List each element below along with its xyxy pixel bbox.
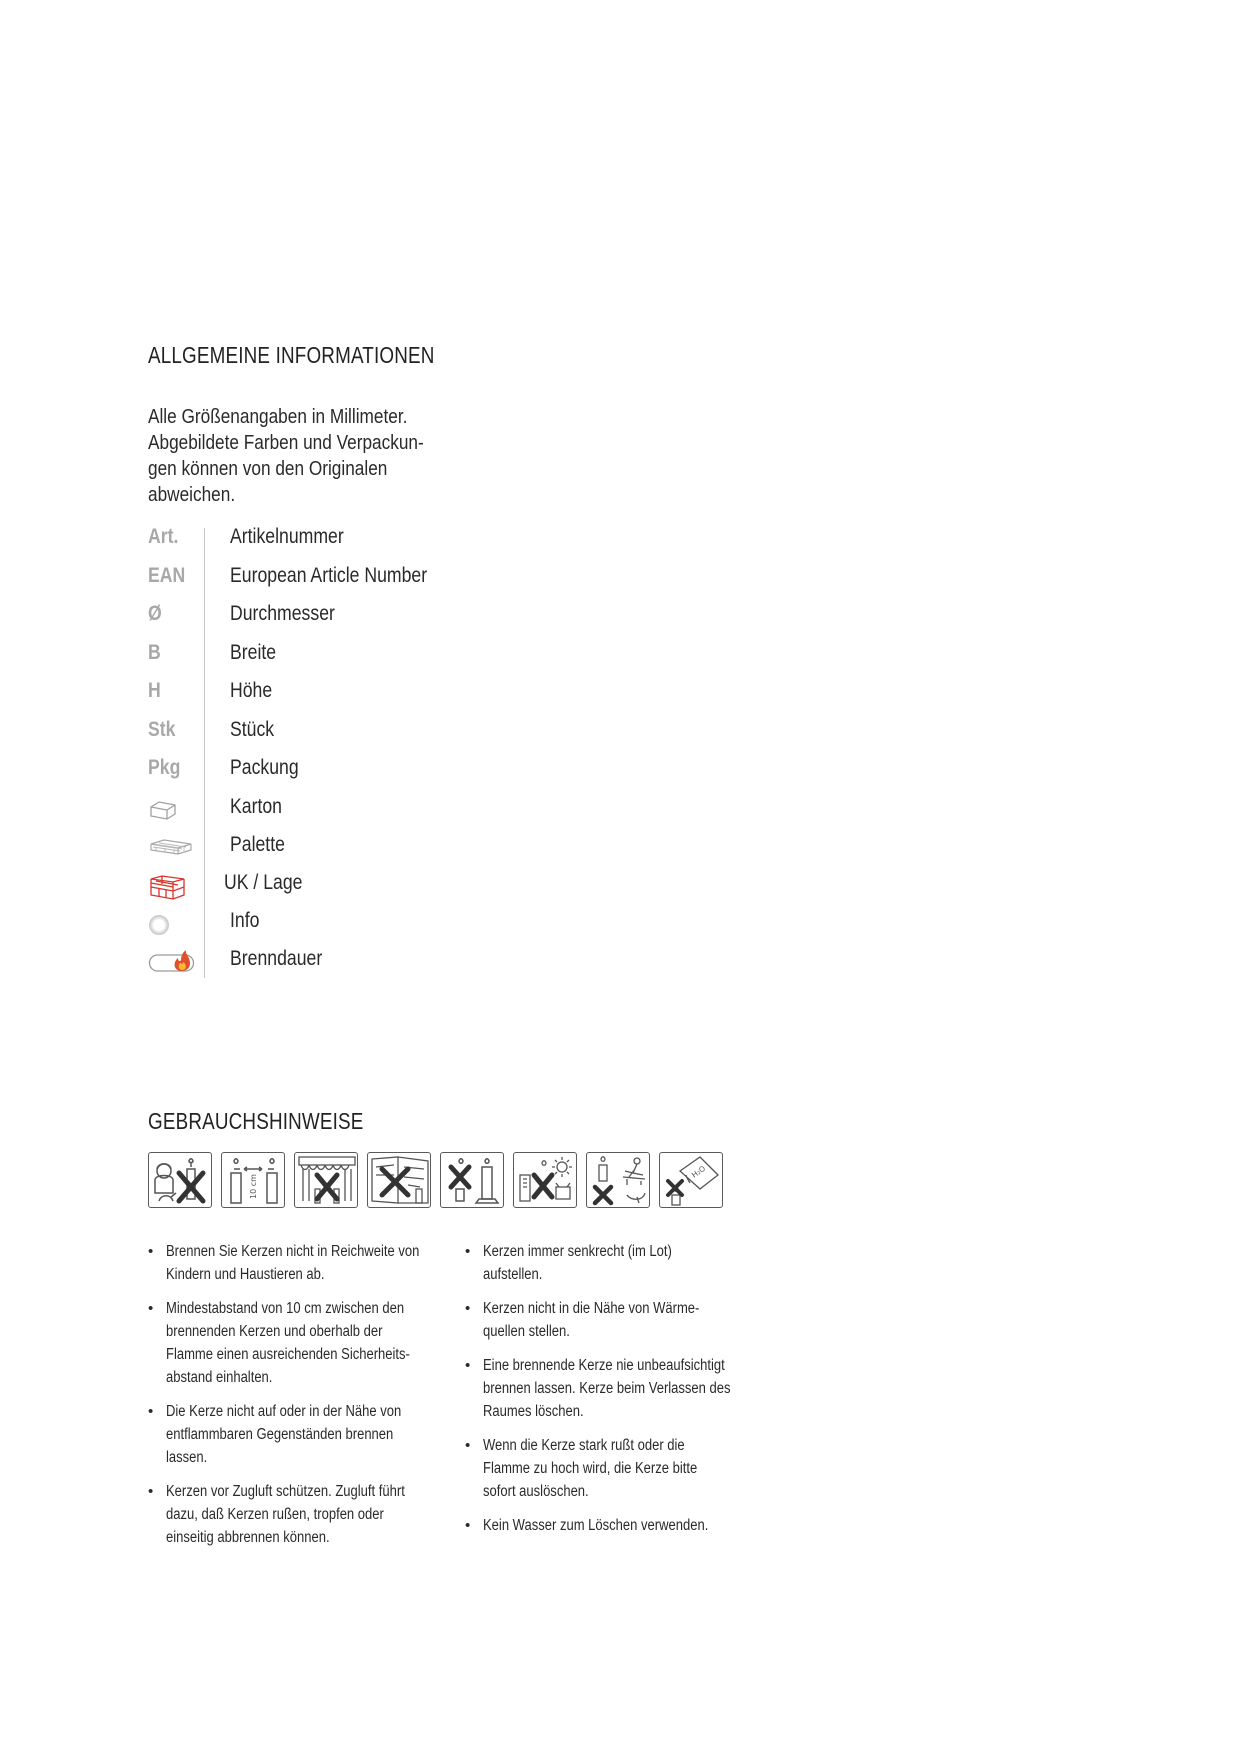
burn-time-flame-icon [148,947,196,980]
legend-abbr: H [148,679,161,702]
legend-row-pallet [148,833,568,871]
intro-line: abweichen. [148,483,236,506]
list-item: • Mindestabstand von 10 cm zwischen den brennenden Kerzen und oberhalb der Flamme einen ausreichenden Sicherheits- abstand einhalten. [148,1300,410,1386]
legend-row-pack [148,756,568,795]
unattended-candle-warning-icon [586,1152,650,1208]
legend-abbr: Pkg [148,756,181,779]
usage-notes-left [148,1240,428,1560]
intro-line: Abgebildete Farben und Verpackun- [148,431,424,454]
layer-boxes-icon [148,873,188,906]
legend-row-piece [148,718,568,757]
legend-abbr: EAN [148,563,186,587]
heat-source-warning-icon [513,1152,577,1208]
legend-row-height [148,679,568,718]
legend-desc: Brenndauer [230,946,323,970]
legend-desc: Info [230,908,260,932]
usage-notes-right [465,1240,745,1548]
list-item: • Kein Wasser zum Löschen verwenden. [465,1517,709,1534]
no-water-extinguish-icon [659,1152,723,1208]
intro-text [148,404,468,508]
legend-abbr: Stk [148,717,176,741]
legend-row-art [148,525,568,564]
legend-row-carton [148,795,568,833]
section-title-general: ALLGEMEINE INFORMATIONEN [148,342,435,368]
legend-desc: European Article Number [230,563,428,587]
carton-icon [148,797,178,828]
list-item: • Brennen Sie Kerzen nicht in Reichweite von Kindern und Haustieren ab. [148,1243,420,1283]
child-pet-candle-warning-icon [148,1152,212,1208]
list-item: • Eine brennende Kerze nie unbeaufsichtigt brennen lassen. Kerze beim Verlassen des Raumes löschen. [465,1357,731,1420]
info-circle-icon [148,914,170,941]
upright-candle-icon [440,1152,504,1208]
intro-line: Alle Größenangaben in Millimeter. [148,405,408,428]
legend-desc: Packung [230,756,299,779]
draft-window-warning-icon [367,1152,431,1208]
legend-abbr: B [148,640,161,664]
legend-abbr: Ø [148,602,162,625]
legend-row-ean [148,564,568,603]
list-item: • Die Kerze nicht auf oder in der Nähe von entflammbaren Gegenständen brennen lassen. [148,1403,402,1466]
legend-row-layer [148,871,568,909]
legend-desc: Karton [230,794,282,818]
pallet-icon [148,835,194,866]
legend-row-diameter [148,602,568,641]
legend-abbr: Art. [148,525,179,548]
intro-line: gen können von den Originalen [148,457,388,480]
legend-desc: Breite [230,640,277,664]
curtain-flammable-warning-icon [294,1152,358,1208]
legend-row-width [148,641,568,680]
legend-desc: Durchmesser [230,602,335,625]
legend-desc: UK / Lage [224,870,303,894]
list-item: • Kerzen immer senkrecht (im Lot) aufstellen. [465,1243,672,1283]
pictogram-label-10cm: 10 cm [249,1174,258,1199]
legend-row-info [148,909,568,947]
candle-distance-10cm-icon [221,1152,285,1208]
list-item: • Wenn die Kerze stark rußt oder die Flamme zu hoch wird, die Kerze bitte sofort auslöschen. [465,1437,698,1500]
legend-desc: Höhe [230,679,273,702]
pictogram-label-h2o: H₂O [689,1163,708,1180]
section-title-usage: GEBRAUCHSHINWEISE [148,1108,364,1134]
legend-row-burn-time [148,947,568,985]
list-item: • Kerzen nicht in die Nähe von Wärme- quellen stellen. [465,1300,700,1340]
legend-desc: Palette [230,832,285,856]
legend-desc: Stück [230,717,275,741]
list-item: • Kerzen vor Zugluft schützen. Zugluft führt dazu, daß Kerzen rußen, tropfen oder einseitig abbrennen können. [148,1483,405,1546]
legend-table [148,525,568,985]
legend-desc: Artikelnummer [230,525,344,548]
